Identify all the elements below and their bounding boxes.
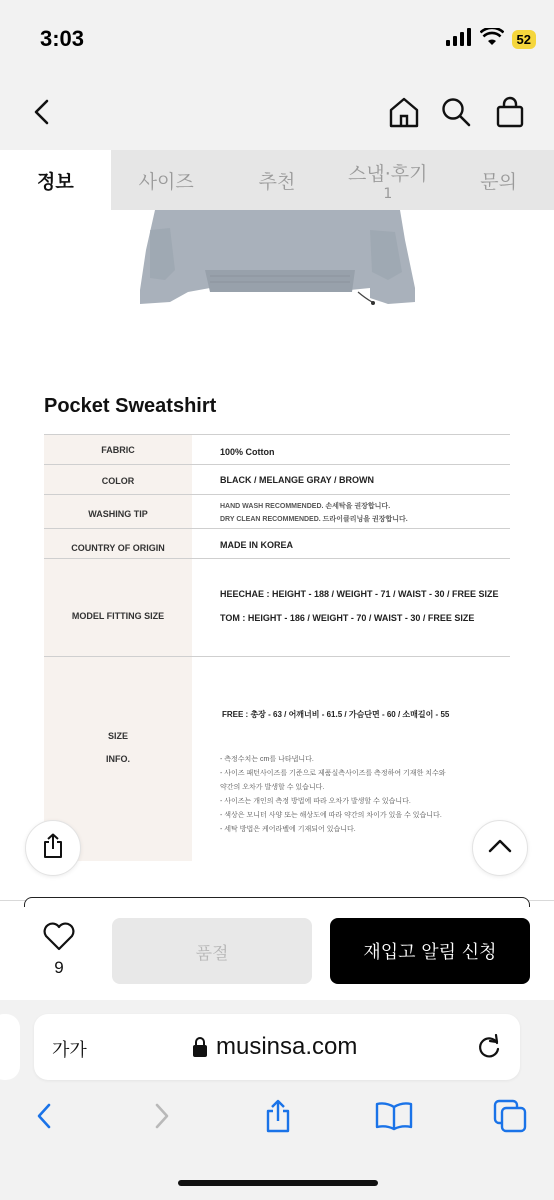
spec-value-2: TOM : HEIGHT - 186 / WEIGHT - 70 / WAIST - 30 / FREE SIZE <box>220 613 475 623</box>
tab-label: 스냅·후기 <box>348 162 428 185</box>
spec-label: WASHING TIP <box>88 509 148 519</box>
tab-label: 정보 <box>37 170 74 193</box>
spec-row-size <box>44 657 510 861</box>
spec-value: MADE IN KOREA <box>220 540 294 550</box>
share-button[interactable] <box>25 820 81 876</box>
reload-icon[interactable] <box>476 1034 502 1065</box>
spec-value-2: DRY CLEAN RECOMMENDED. 드라이클리닝을 권장합니다. <box>220 516 408 523</box>
status-bar <box>0 0 554 82</box>
chevron-right-icon <box>153 1102 171 1135</box>
size-note: - 색상은 모니터 사양 또는 해상도에 따라 약간의 차이가 있을 수 있습니다. <box>220 812 442 819</box>
spec-label: FABRIC <box>101 445 135 455</box>
status-icons <box>446 28 536 51</box>
home-icon <box>388 96 420 133</box>
browser-back-button[interactable] <box>22 1096 66 1140</box>
spec-row-washing <box>44 495 510 529</box>
text-size-button[interactable]: 가가 <box>52 1040 87 1061</box>
review-count: 1 <box>383 185 393 202</box>
back-button[interactable] <box>22 94 62 134</box>
like-button[interactable] <box>42 922 76 954</box>
spec-row-origin <box>44 529 510 559</box>
book-icon <box>375 1101 413 1136</box>
lock-icon <box>192 1036 208 1063</box>
browser-share-button[interactable] <box>256 1096 300 1140</box>
size-note: - 사이즈는 개인의 측정 방법에 따라 오차가 발생할 수 있습니다. <box>220 798 411 805</box>
spec-label: COLOR <box>101 476 135 486</box>
spec-label: MODEL FITTING SIZE <box>71 611 165 621</box>
product-tabs <box>0 150 554 210</box>
app-header <box>0 82 554 150</box>
option-sheet-edge <box>24 897 530 907</box>
share-icon <box>41 833 65 864</box>
tab-size[interactable] <box>111 150 222 210</box>
tab-label: 추천 <box>258 170 296 193</box>
heart-icon <box>42 939 76 956</box>
tab-label: 사이즈 <box>138 170 194 193</box>
size-note: - 측정수치는 cm를 나타냅니다. <box>220 756 314 763</box>
spec-value: HEECHAE : HEIGHT - 188 / WEIGHT - 71 / WAIST - 30 / FREE SIZE <box>220 589 499 599</box>
tab-reviews[interactable] <box>332 150 443 210</box>
search-button[interactable] <box>436 94 476 134</box>
detail-title: Pocket Sweatshirt <box>44 395 217 417</box>
spec-table <box>44 434 510 860</box>
size-note: - 사이즈 패턴사이즈를 기준으로 제품실측사이즈를 측정하여 기재한 치수와 <box>220 770 446 777</box>
home-button[interactable] <box>384 94 424 134</box>
soldout-button[interactable]: 품절 <box>112 918 312 984</box>
battery-indicator: 52 <box>512 30 536 49</box>
tab-recommend[interactable] <box>222 150 333 210</box>
spec-label: COUNTRY OF ORIGIN <box>71 543 165 553</box>
tabs-icon <box>493 1099 527 1138</box>
size-notes <box>220 753 446 837</box>
scroll-top-button[interactable] <box>472 820 528 876</box>
spec-value: 100% Cotton <box>220 447 275 457</box>
chevron-left-icon <box>35 1102 53 1135</box>
tabs-button[interactable] <box>488 1096 532 1140</box>
chevron-left-icon <box>32 98 52 131</box>
spec-label-2: INFO. <box>106 754 130 764</box>
spec-row-color <box>44 465 510 495</box>
search-icon <box>441 97 471 132</box>
tab-info[interactable] <box>0 150 111 210</box>
shopping-bag-icon <box>495 96 525 133</box>
size-note: 약간의 오차가 발생할 수 있습니다. <box>220 784 325 791</box>
spec-value: BLACK / MELANGE GRAY / BROWN <box>220 475 375 485</box>
size-note: - 세탁 방법은 케어라벨에 기재되어 있습니다. <box>220 826 356 833</box>
spec-label: SIZE <box>107 731 128 741</box>
product-image <box>0 210 554 390</box>
url-text[interactable]: musinsa.com <box>216 1033 358 1060</box>
spec-value: HAND WASH RECOMMENDED. 손세탁을 권장합니다. <box>220 503 391 510</box>
bookmarks-button[interactable] <box>372 1096 416 1140</box>
status-time: 3:03 <box>40 26 85 51</box>
wifi-icon <box>480 28 504 51</box>
previous-tab-preview[interactable] <box>0 1014 20 1080</box>
restock-alert-button[interactable]: 재입고 알림 신청 <box>330 918 530 984</box>
size-value: FREE : 총장 - 63 / 어깨너비 - 61.5 / 가슴단면 - 60 / 소매길이 - 55 <box>222 710 450 719</box>
spec-row-fabric <box>44 435 510 465</box>
signal-icon <box>446 28 472 51</box>
tab-label: 문의 <box>480 170 517 193</box>
chevron-up-icon <box>488 838 512 859</box>
cart-button[interactable] <box>490 94 530 134</box>
tab-inquiry[interactable] <box>443 150 554 210</box>
home-indicator <box>178 1180 378 1186</box>
browser-forward-button[interactable] <box>140 1096 184 1140</box>
share-icon <box>263 1099 293 1138</box>
like-count: 9 <box>54 958 64 977</box>
spec-row-model <box>44 559 510 657</box>
